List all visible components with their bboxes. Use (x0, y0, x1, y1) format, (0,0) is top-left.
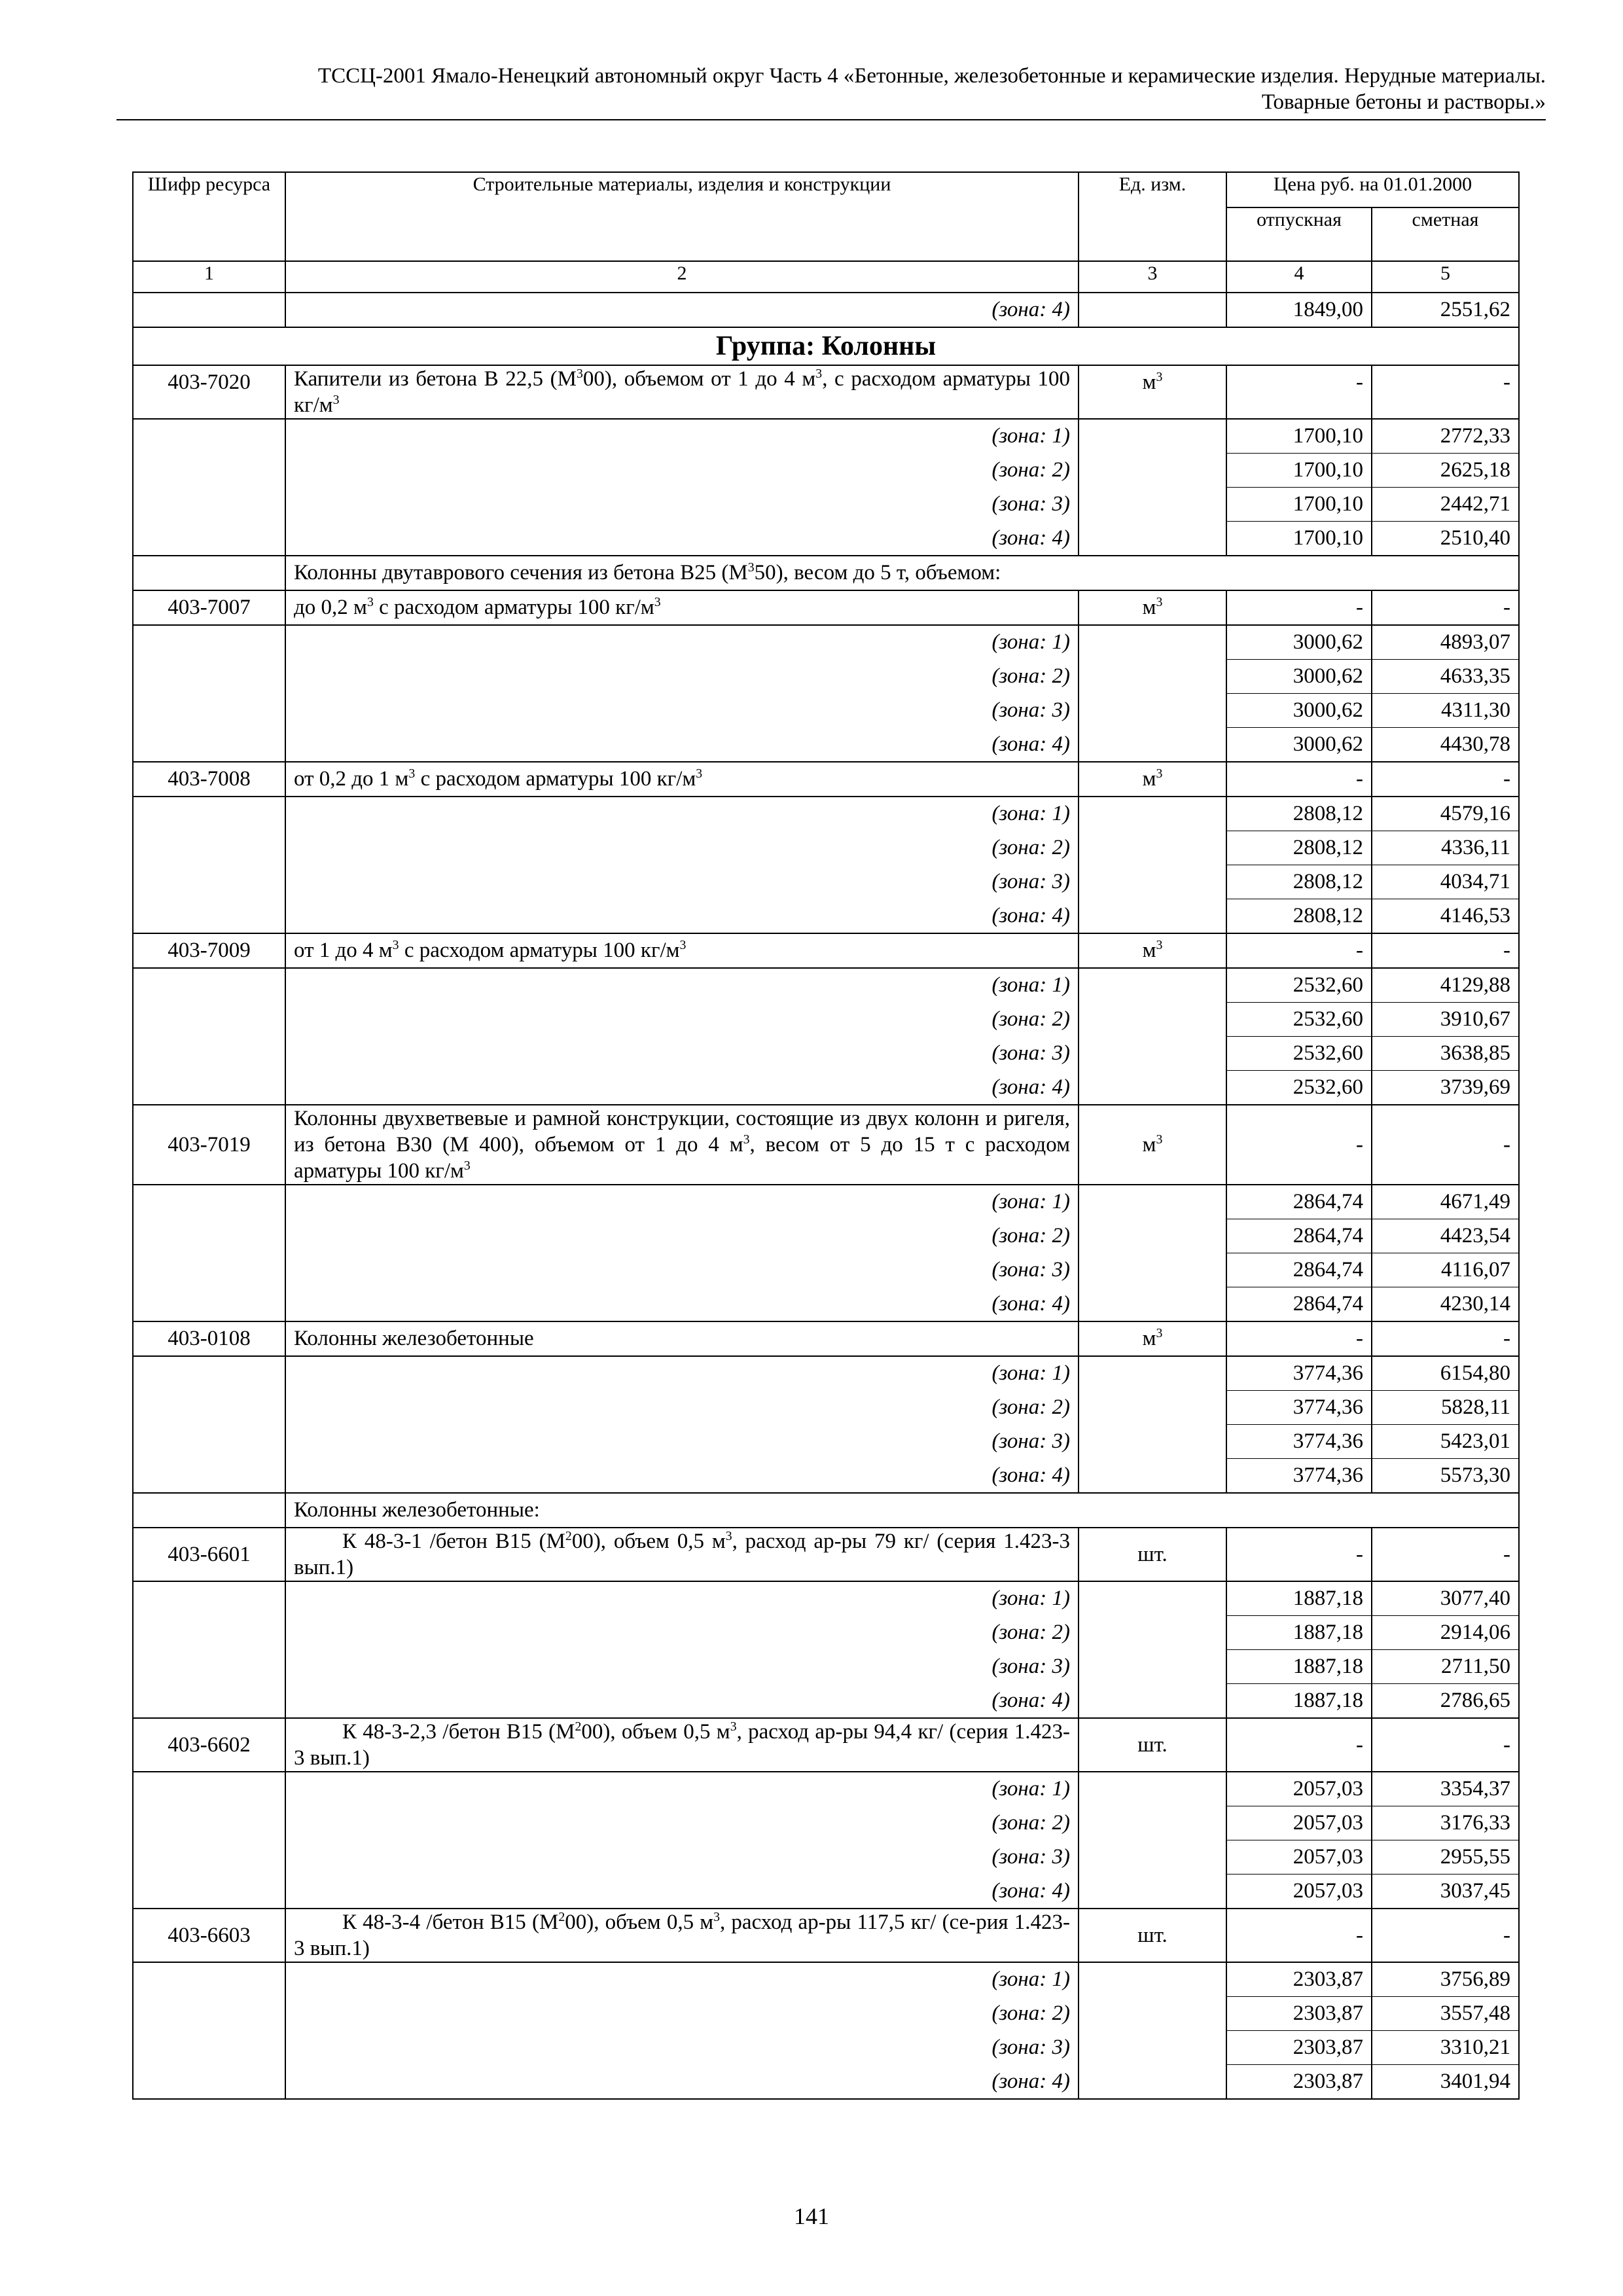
release-price: 1700,10 (1226, 419, 1372, 454)
col-number: 5 (1372, 261, 1519, 293)
subheading: Колонны железобетонные: (285, 1493, 1519, 1528)
estimate-price: 4671,49 (1372, 1185, 1519, 1219)
zone-label: (зона: 1) (285, 1356, 1079, 1391)
zone-label: (зона: 3) (285, 694, 1079, 728)
release-price: 2057,03 (1226, 1874, 1372, 1909)
release-price: 3774,36 (1226, 1425, 1372, 1459)
col-number: 1 (133, 261, 285, 293)
estimate-price: 4423,54 (1372, 1219, 1519, 1253)
zone-label: (зона: 1) (285, 968, 1079, 1003)
item-row (133, 933, 1519, 968)
release-price: 1887,18 (1226, 1581, 1372, 1616)
group-title: Группа: Колонны (133, 327, 1519, 365)
unit: шт. (1079, 1718, 1226, 1772)
release-price: - (1226, 1321, 1372, 1356)
estimate-price: 4230,14 (1372, 1287, 1519, 1322)
zone-label: (зона: 4) (285, 522, 1079, 556)
estimate-price: 2551,62 (1372, 293, 1519, 327)
resource-code: 403-6602 (133, 1718, 285, 1772)
item-row (133, 365, 1519, 419)
page-header (116, 63, 1546, 120)
estimate-price: - (1372, 365, 1519, 419)
release-price: 1700,10 (1226, 522, 1372, 556)
estimate-price: 4146,53 (1372, 899, 1519, 934)
release-price: 2303,87 (1226, 2031, 1372, 2065)
release-price: 2057,03 (1226, 1840, 1372, 1874)
header-line-1: ТССЦ-2001 Ямало-Ненецкий автономный округ Часть 4 «Бетонные, железобетонные и керамические изделия. Нерудные материалы. (317, 64, 1546, 88)
header-line-2: Товарные бетоны и растворы.» (1261, 90, 1546, 114)
zone-row (133, 968, 1519, 1003)
zone-row (133, 1253, 1519, 1287)
zone-label: (зона: 3) (285, 2031, 1079, 2065)
col-header-code: Шифр ресурса (133, 172, 285, 261)
zone-row (133, 488, 1519, 522)
release-price: 3000,62 (1226, 728, 1372, 762)
release-price: 2532,60 (1226, 1003, 1372, 1037)
col-header-unit: Ед. изм. (1079, 172, 1226, 261)
resource-code: 403-0108 (133, 1321, 285, 1356)
zone-row (133, 1003, 1519, 1037)
unit: $м^3$ (1079, 762, 1226, 797)
unit: шт. (1079, 1528, 1226, 1581)
estimate-price: 3756,89 (1372, 1962, 1519, 1997)
zone-label: (зона: 3) (285, 1840, 1079, 1874)
release-price: 3774,36 (1226, 1356, 1372, 1391)
item-row (133, 590, 1519, 625)
zone-row (133, 1071, 1519, 1105)
zone-row (133, 1219, 1519, 1253)
release-price: - (1226, 762, 1372, 797)
zone-label: (зона: 1) (285, 625, 1079, 660)
release-price: 3000,62 (1226, 660, 1372, 694)
zone-row (133, 1840, 1519, 1874)
release-price: 2864,74 (1226, 1253, 1372, 1287)
unit: $м^3$ (1079, 1321, 1226, 1356)
release-price: 2808,12 (1226, 831, 1372, 865)
zone-label: (зона: 2) (285, 660, 1079, 694)
resource-code: 403-7009 (133, 933, 285, 968)
estimate-price: 4034,71 (1372, 865, 1519, 899)
estimate-price: - (1372, 1528, 1519, 1581)
estimate-price: 3638,85 (1372, 1037, 1519, 1071)
release-price: 2532,60 (1226, 1037, 1372, 1071)
release-price: 2864,74 (1226, 1287, 1372, 1322)
page-number: 141 (794, 2203, 829, 2229)
unit: $м^3$ (1079, 933, 1226, 968)
unit: шт. (1079, 1909, 1226, 1962)
zone-label: (зона: 4) (285, 899, 1079, 934)
estimate-price: 3310,21 (1372, 2031, 1519, 2065)
estimate-price: 4311,30 (1372, 694, 1519, 728)
release-price: - (1226, 1528, 1372, 1581)
zone-label: (зона: 3) (285, 1425, 1079, 1459)
estimate-price: 2955,55 (1372, 1840, 1519, 1874)
estimate-price: 3739,69 (1372, 1071, 1519, 1105)
zone-row (133, 1874, 1519, 1909)
release-price: 2057,03 (1226, 1806, 1372, 1840)
group-row (133, 327, 1519, 365)
release-price: 1887,18 (1226, 1650, 1372, 1684)
zone-row (133, 1772, 1519, 1806)
estimate-price: 4579,16 (1372, 797, 1519, 831)
estimate-price: 4336,11 (1372, 831, 1519, 865)
release-price: 2864,74 (1226, 1219, 1372, 1253)
zone-label: (зона: 1) (285, 797, 1079, 831)
zone-row (133, 899, 1519, 934)
item-row (133, 1528, 1519, 1581)
zone-label: (зона: 1) (285, 1581, 1079, 1616)
resource-code: 403-7020 (133, 365, 285, 419)
zone-row (133, 694, 1519, 728)
estimate-price: 4893,07 (1372, 625, 1519, 660)
item-description: от 0,2 до 1 $м^3$ с расходом арматуры 100 $кг/м^3$ (285, 762, 1079, 797)
col-number: 2 (285, 261, 1079, 293)
estimate-price: 2711,50 (1372, 1650, 1519, 1684)
estimate-price: - (1372, 762, 1519, 797)
release-price: 2864,74 (1226, 1185, 1372, 1219)
release-price: - (1226, 1718, 1372, 1772)
release-price: - (1226, 365, 1372, 419)
item-description: К 48-3-4 /бетон В15 $(М^200)$, объем 0,5 $м^3$, расход ар-ры 117,5 кг/ (се-рия 1.423-3 вып.1) (285, 1909, 1079, 1962)
item-row (133, 1105, 1519, 1185)
estimate-price: - (1372, 1909, 1519, 1962)
col-header-price: Цена руб. на 01.01.2000 (1226, 172, 1519, 207)
resource-code: 403-7019 (133, 1105, 285, 1185)
release-price: 2303,87 (1226, 1997, 1372, 2031)
estimate-price: - (1372, 1321, 1519, 1356)
item-row (133, 1718, 1519, 1772)
release-price: 3774,36 (1226, 1391, 1372, 1425)
item-description: К 48-3-1 /бетон В15 $(М^200)$, объем 0,5 $м^3$, расход ар-ры 79 кг/ (серия 1.423-3 вып.1) (285, 1528, 1079, 1581)
release-price: 3774,36 (1226, 1459, 1372, 1494)
zone-label: (зона: 2) (285, 1997, 1079, 2031)
zone-label: (зона: 2) (285, 1003, 1079, 1037)
zone-row (133, 2031, 1519, 2065)
release-price: 2808,12 (1226, 865, 1372, 899)
release-price: - (1226, 590, 1372, 625)
estimate-price: 6154,80 (1372, 1356, 1519, 1391)
release-price: 3000,62 (1226, 694, 1372, 728)
zone-row (133, 1391, 1519, 1425)
col-number: 3 (1079, 261, 1226, 293)
zone-row (133, 1684, 1519, 1719)
col-header-release: отпускная (1226, 207, 1372, 261)
estimate-price: 5573,30 (1372, 1459, 1519, 1494)
release-price: - (1226, 1909, 1372, 1962)
item-row (133, 762, 1519, 797)
estimate-price: 4129,88 (1372, 968, 1519, 1003)
zone-label: (зона: 3) (285, 1037, 1079, 1071)
zone-label: (зона: 4) (285, 1071, 1079, 1105)
estimate-price: - (1372, 933, 1519, 968)
resource-code: 403-6603 (133, 1909, 285, 1962)
zone-label: (зона: 3) (285, 1253, 1079, 1287)
estimate-price: 2442,71 (1372, 488, 1519, 522)
zone-label: (зона: 3) (285, 1650, 1079, 1684)
estimate-price: 3401,94 (1372, 2065, 1519, 2100)
zone-row (133, 1616, 1519, 1650)
zone-row (133, 865, 1519, 899)
zone-label: (зона: 1) (285, 419, 1079, 454)
estimate-price: 3910,67 (1372, 1003, 1519, 1037)
zone-label: (зона: 4) (285, 1459, 1079, 1494)
item-row (133, 1321, 1519, 1356)
release-price: 1887,18 (1226, 1616, 1372, 1650)
item-description: Капители из бетона В 22,5 $(М^300)$, объемом от 1 до 4 $м^3$, с расходом арматуры 100 $кг/м^3$ (285, 365, 1079, 419)
zone-row (133, 660, 1519, 694)
zone-row (133, 1650, 1519, 1684)
zone-row (133, 625, 1519, 660)
release-price: 2057,03 (1226, 1772, 1372, 1806)
zone-label: (зона: 2) (285, 1806, 1079, 1840)
zone-row (133, 1425, 1519, 1459)
zone-row (133, 831, 1519, 865)
zone-label: (зона: 1) (285, 1185, 1079, 1219)
estimate-price: 3077,40 (1372, 1581, 1519, 1616)
estimate-price: 2625,18 (1372, 454, 1519, 488)
zone-label: (зона: 4) (285, 1874, 1079, 1909)
zone-row (133, 1185, 1519, 1219)
zone-label: (зона: 4) (285, 728, 1079, 762)
zone-label: (зона: 2) (285, 1391, 1079, 1425)
zone-row (133, 1287, 1519, 1322)
item-description: Колонны железобетонные (285, 1321, 1079, 1356)
zone-label: (зона: 3) (285, 488, 1079, 522)
zone-row (133, 797, 1519, 831)
unit: $м^3$ (1079, 365, 1226, 419)
zone-row (133, 1962, 1519, 1997)
release-price: - (1226, 1105, 1372, 1185)
estimate-price: 5828,11 (1372, 1391, 1519, 1425)
estimate-price: 2510,40 (1372, 522, 1519, 556)
zone-label: (зона: 1) (285, 1962, 1079, 1997)
carry-row (133, 293, 1519, 327)
zone-label: (зона: 4) (285, 293, 1079, 327)
zone-row (133, 1459, 1519, 1494)
subheading-row (133, 1493, 1519, 1528)
estimate-price: 3557,48 (1372, 1997, 1519, 2031)
zone-label: (зона: 2) (285, 1219, 1079, 1253)
zone-row (133, 1037, 1519, 1071)
resource-code: 403-6601 (133, 1528, 285, 1581)
release-price: 2808,12 (1226, 797, 1372, 831)
estimate-price: 3037,45 (1372, 1874, 1519, 1909)
estimate-price: 4633,35 (1372, 660, 1519, 694)
col-number: 4 (1226, 261, 1372, 293)
zone-label: (зона: 4) (285, 1684, 1079, 1719)
release-price: - (1226, 933, 1372, 968)
item-description: К 48-3-2,3 /бетон В15 $(М^200)$, объем 0,5 $м^3$, расход ар-ры 94,4 кг/ (серия 1.423-3 вып.1) (285, 1718, 1079, 1772)
item-description: Колонны двухветвевые и рамной конструкции, состоящие из двух колонн и ригеля, из бетона В30 (М 400), объемом от 1 до 4 $м^3$, весом от 5 до 15 т с расходом арматуры 100 $кг/м^3$ (285, 1105, 1079, 1185)
estimate-price: 4116,07 (1372, 1253, 1519, 1287)
release-price: 1700,10 (1226, 454, 1372, 488)
zone-row (133, 1581, 1519, 1616)
estimate-price: 2772,33 (1372, 419, 1519, 454)
zone-row (133, 2065, 1519, 2100)
estimate-price: 4430,78 (1372, 728, 1519, 762)
estimate-price: - (1372, 590, 1519, 625)
release-price: 1700,10 (1226, 488, 1372, 522)
zone-label: (зона: 2) (285, 454, 1079, 488)
zone-label: (зона: 1) (285, 1772, 1079, 1806)
col-header-name: Строительные материалы, изделия и конструкции (285, 172, 1079, 261)
zone-row (133, 1997, 1519, 2031)
estimate-price: 5423,01 (1372, 1425, 1519, 1459)
release-price: 2532,60 (1226, 968, 1372, 1003)
zone-row (133, 1356, 1519, 1391)
release-price: 2303,87 (1226, 1962, 1372, 1997)
item-description: от 1 до 4 $м^3$ с расходом арматуры 100 $кг/м^3$ (285, 933, 1079, 968)
estimate-price: 2786,65 (1372, 1684, 1519, 1719)
item-description: до 0,2 $м^3$ с расходом арматуры 100 $кг/м^3$ (285, 590, 1079, 625)
zone-label: (зона: 2) (285, 1616, 1079, 1650)
item-row (133, 1909, 1519, 1962)
zone-row (133, 522, 1519, 556)
unit: $м^3$ (1079, 1105, 1226, 1185)
zone-label: (зона: 4) (285, 1287, 1079, 1322)
zone-row (133, 1806, 1519, 1840)
release-price: 2808,12 (1226, 899, 1372, 934)
unit: $м^3$ (1079, 590, 1226, 625)
zone-label: (зона: 4) (285, 2065, 1079, 2100)
subheading: Колонны двутаврового сечения из бетона В25 $(М^350)$, весом до 5 т, объемом: (285, 556, 1519, 590)
estimate-price: 3354,37 (1372, 1772, 1519, 1806)
zone-label: (зона: 2) (285, 831, 1079, 865)
estimate-price: - (1372, 1718, 1519, 1772)
estimate-price: 2914,06 (1372, 1616, 1519, 1650)
release-price: 3000,62 (1226, 625, 1372, 660)
zone-row (133, 728, 1519, 762)
resource-code: 403-7008 (133, 762, 285, 797)
zone-row (133, 419, 1519, 454)
release-price: 1887,18 (1226, 1684, 1372, 1719)
release-price: 2303,87 (1226, 2065, 1372, 2100)
estimate-price: - (1372, 1105, 1519, 1185)
release-price: 2532,60 (1226, 1071, 1372, 1105)
zone-row (133, 454, 1519, 488)
price-table (132, 171, 1520, 2100)
zone-label: (зона: 3) (285, 865, 1079, 899)
estimate-price: 3176,33 (1372, 1806, 1519, 1840)
resource-code: 403-7007 (133, 590, 285, 625)
col-header-estimate: сметная (1372, 207, 1519, 261)
release-price: 1849,00 (1226, 293, 1372, 327)
subheading-row (133, 556, 1519, 590)
